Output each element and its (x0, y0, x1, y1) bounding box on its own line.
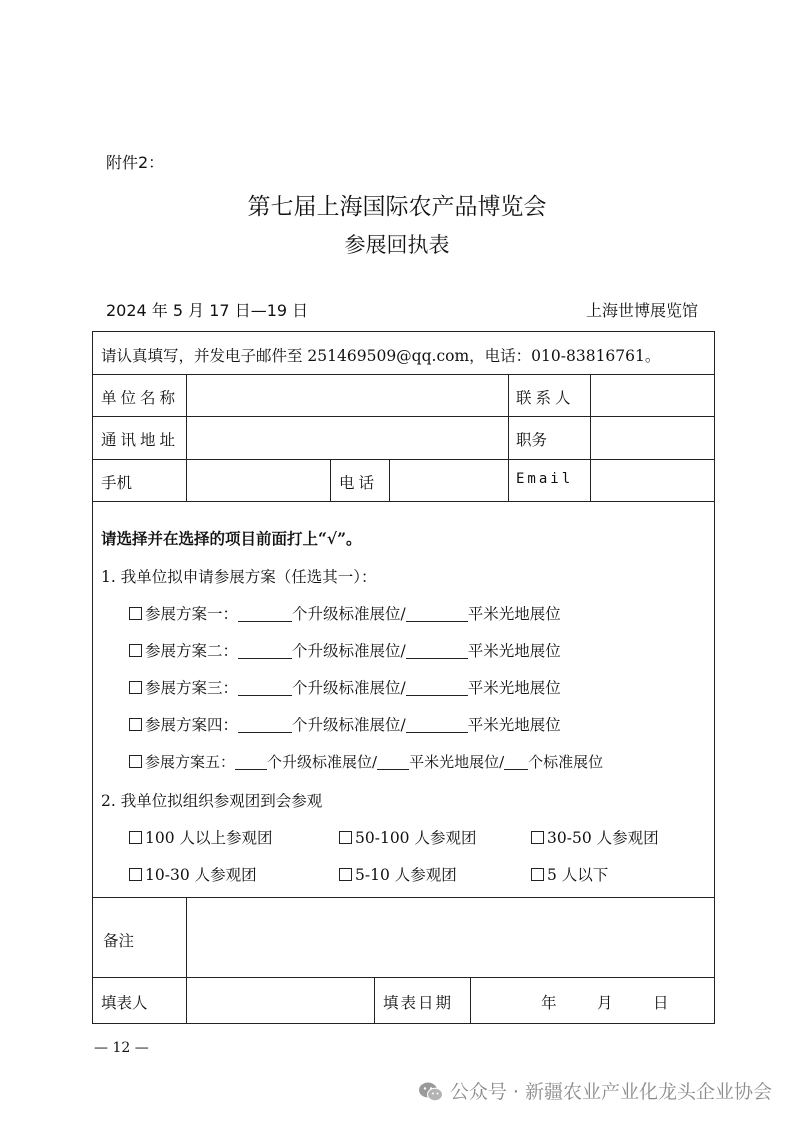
document-subtitle: 参展回执表 (344, 233, 450, 257)
filled-by-field[interactable] (187, 978, 373, 1023)
plan-option[interactable]: 参展方案二： 个升级标准展位/ 平米光地展位 (129, 639, 561, 661)
contact-field[interactable] (591, 375, 713, 416)
checkbox[interactable] (339, 868, 352, 881)
checkbox[interactable] (129, 868, 142, 881)
filled-by-label: 填表人 (101, 994, 148, 1012)
q1-title: 1. 我单位拟申请参展方案（任选其一）： (101, 568, 377, 586)
plan-option[interactable]: 参展方案一： 个升级标准展位/ 平米光地展位 (129, 602, 561, 624)
checkbox[interactable] (129, 607, 142, 620)
unit-name-field[interactable] (187, 375, 507, 416)
phone-field[interactable] (390, 460, 507, 501)
fill-date-label: 填表日期 (383, 994, 454, 1012)
contact-label: 联系人 (516, 389, 575, 407)
group-option[interactable]: 30-50 人参观团 (531, 826, 659, 848)
year-label: 年 (541, 994, 557, 1012)
group-option[interactable]: 5 人以下 (531, 863, 608, 885)
unit-name-label: 单位名称 (101, 389, 180, 407)
address-field[interactable] (187, 417, 507, 459)
page-number: — 12 — (94, 1040, 149, 1056)
email-label: Email (516, 471, 574, 487)
instruction-text: 请认真填写，并发电子邮件至 251469509@qq.com，电话：010-83816761。 (101, 347, 661, 365)
checkbox[interactable] (129, 831, 142, 844)
event-venue: 上海世博展览馆 (585, 301, 698, 320)
checkbox[interactable] (129, 644, 142, 657)
remarks-field[interactable] (187, 898, 713, 977)
plan-option[interactable]: 参展方案三： 个升级标准展位/ 平米光地展位 (129, 676, 561, 698)
group-option[interactable]: 50-100 人参观团 (339, 826, 476, 848)
checkbox[interactable] (339, 831, 352, 844)
q2-title: 2. 我单位拟组织参观团到会参观 (101, 792, 323, 810)
checkbox[interactable] (531, 831, 544, 844)
checkbox[interactable] (129, 681, 142, 694)
registration-form (92, 331, 715, 1024)
attachment-label: 附件2： (106, 153, 165, 172)
select-note: 请选择并在选择的项目前面打上“√”。 (101, 529, 362, 548)
address-label: 通讯地址 (101, 431, 180, 449)
document-title: 第七届上海国际农产品博览会 (247, 194, 547, 220)
email-field[interactable] (591, 460, 713, 501)
day-label: 日 (653, 994, 669, 1012)
remarks-label: 备注 (103, 932, 135, 950)
phone-label: 电话 (339, 474, 379, 492)
month-label: 月 (597, 994, 613, 1012)
plan-option-5[interactable]: 参展方案五： 个升级标准展位/ 平米光地展位/ 个标准展位 (129, 751, 603, 772)
group-option[interactable]: 5-10 人参观团 (339, 863, 457, 885)
group-option[interactable]: 100 人以上参观团 (129, 826, 273, 848)
mobile-field[interactable] (187, 460, 329, 501)
checkbox[interactable] (531, 868, 544, 881)
plan-option[interactable]: 参展方案四： 个升级标准展位/ 平米光地展位 (129, 713, 561, 735)
position-field[interactable] (591, 417, 713, 459)
group-option[interactable]: 10-30 人参观团 (129, 863, 257, 885)
watermark: 公众号 · 新疆农业产业化龙头企业协会 (418, 1077, 772, 1108)
checkbox[interactable] (129, 718, 142, 731)
mobile-label: 手机 (101, 474, 133, 492)
fill-date-field[interactable] (471, 978, 713, 1023)
checkbox[interactable] (129, 755, 142, 768)
position-label: 职务 (516, 431, 548, 449)
event-date: 2024 年 5 月 17 日—19 日 (106, 301, 309, 320)
wechat-icon (418, 1081, 444, 1108)
